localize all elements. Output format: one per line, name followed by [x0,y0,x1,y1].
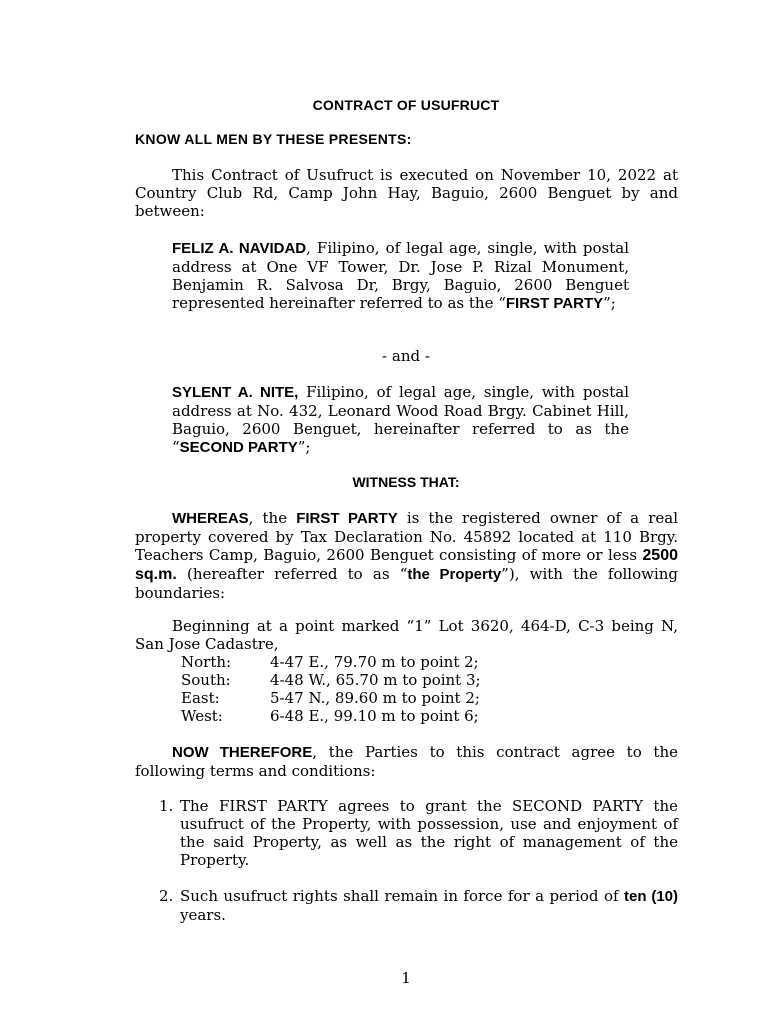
now-therefore-text: , the Parties to this contract agree to the following terms and conditions: [135,743,678,780]
intro-text: This Contract of Usufruct is executed on November 10, 2022 at Country Club Rd, Camp John Hay, Baguio, 2600 Benguet by and between: [135,166,678,220]
first-party-name: FELIZ A. NAVIDAD [172,240,307,257]
beginning-paragraph [135,617,678,653]
document-title: CONTRACT OF USUFRUCT [312,97,500,113]
first-party-label: FIRST PARTY [505,295,604,312]
boundary-direction: South: [181,671,231,689]
whereas-text-3: (hereafter referred to as “ [176,565,408,583]
whereas-lead: WHEREAS [172,510,249,527]
whereas-first-party: FIRST PARTY [296,510,398,527]
whereas-text-2: is the registered owner of a real property covered by Tax Declaration No. 45892 located at 110 Brgy. Teachers Camp, Baguio, 2600 Benguet consisting of more or less [135,509,678,564]
boundary-north [181,653,701,671]
property-area: 2500 sq.m. [135,547,678,583]
boundary-description: 4-48 W., 65.70 m to point 3; [270,671,481,689]
term-text: The FIRST PARTY agrees to grant the SECOND PARTY the usufruct of the Property, with possession, use and enjoyment of the said Property, as well as the right of management of the Property. [180,797,678,869]
boundary-description: 6-48 E., 99.10 m to point 6; [270,707,479,725]
boundary-description: 4-47 E., 79.70 m to point 2; [270,653,479,671]
and-separator: - and - [382,347,430,365]
boundary-south [181,671,701,689]
term-number: 2. [159,887,174,905]
boundary-direction: North: [181,653,232,671]
second-party-details: Filipino, of legal age, single, with postal address at No. 432, Leonard Wood Road Brgy. Cabinet Hill, Baguio, 2600 Benguet, hereinafter referred to as the “ [172,383,629,456]
boundary-direction: West: [181,707,223,725]
property-label: the Property [407,566,502,583]
term-text [180,887,678,924]
second-party-label: SECOND PARTY [179,439,298,456]
witness-heading: WITNESS THAT: [352,474,460,490]
whereas-text-1: , the [248,509,297,527]
boundary-east [181,689,701,707]
first-party-details: , Filipino, of legal age, single, with postal address at One VF Tower, Dr. Jose P. Rizal Monument, Benjamin R. Salvosa Dr, Brgy, Baguio, 2600 Benguet represented hereinafter referred to as the “ [172,239,629,312]
second-party-name: SYLENT A. NITE, [172,384,299,401]
now-therefore-paragraph [135,743,678,780]
first-party-paragraph [172,239,629,313]
whereas-paragraph [135,509,678,602]
term-duration: ten (10) [623,888,678,905]
intro-paragraph [135,166,678,220]
document-heading: KNOW ALL MEN BY THESE PRESENTS: [135,131,412,147]
term-text-before: Such usufruct rights shall remain in force for a period of [180,887,624,905]
boundary-description: 5-47 N., 89.60 m to point 2; [270,689,480,707]
second-party-paragraph [172,383,629,457]
beginning-text: Beginning at a point marked “1” Lot 3620, 464-D, C-3 being N, San Jose Cadastre, [135,617,678,653]
now-therefore-lead: NOW THEREFORE [172,744,313,761]
term-number: 1. [159,797,174,815]
whereas-text-4: ”), with the following boundaries: [135,565,679,602]
term-text-after: years. [180,906,226,924]
page-number: 1 [401,969,411,987]
second-party-end: ”; [297,438,311,456]
boundary-west [181,707,701,725]
boundary-direction: East: [181,689,220,707]
first-party-end: ”; [603,294,616,312]
